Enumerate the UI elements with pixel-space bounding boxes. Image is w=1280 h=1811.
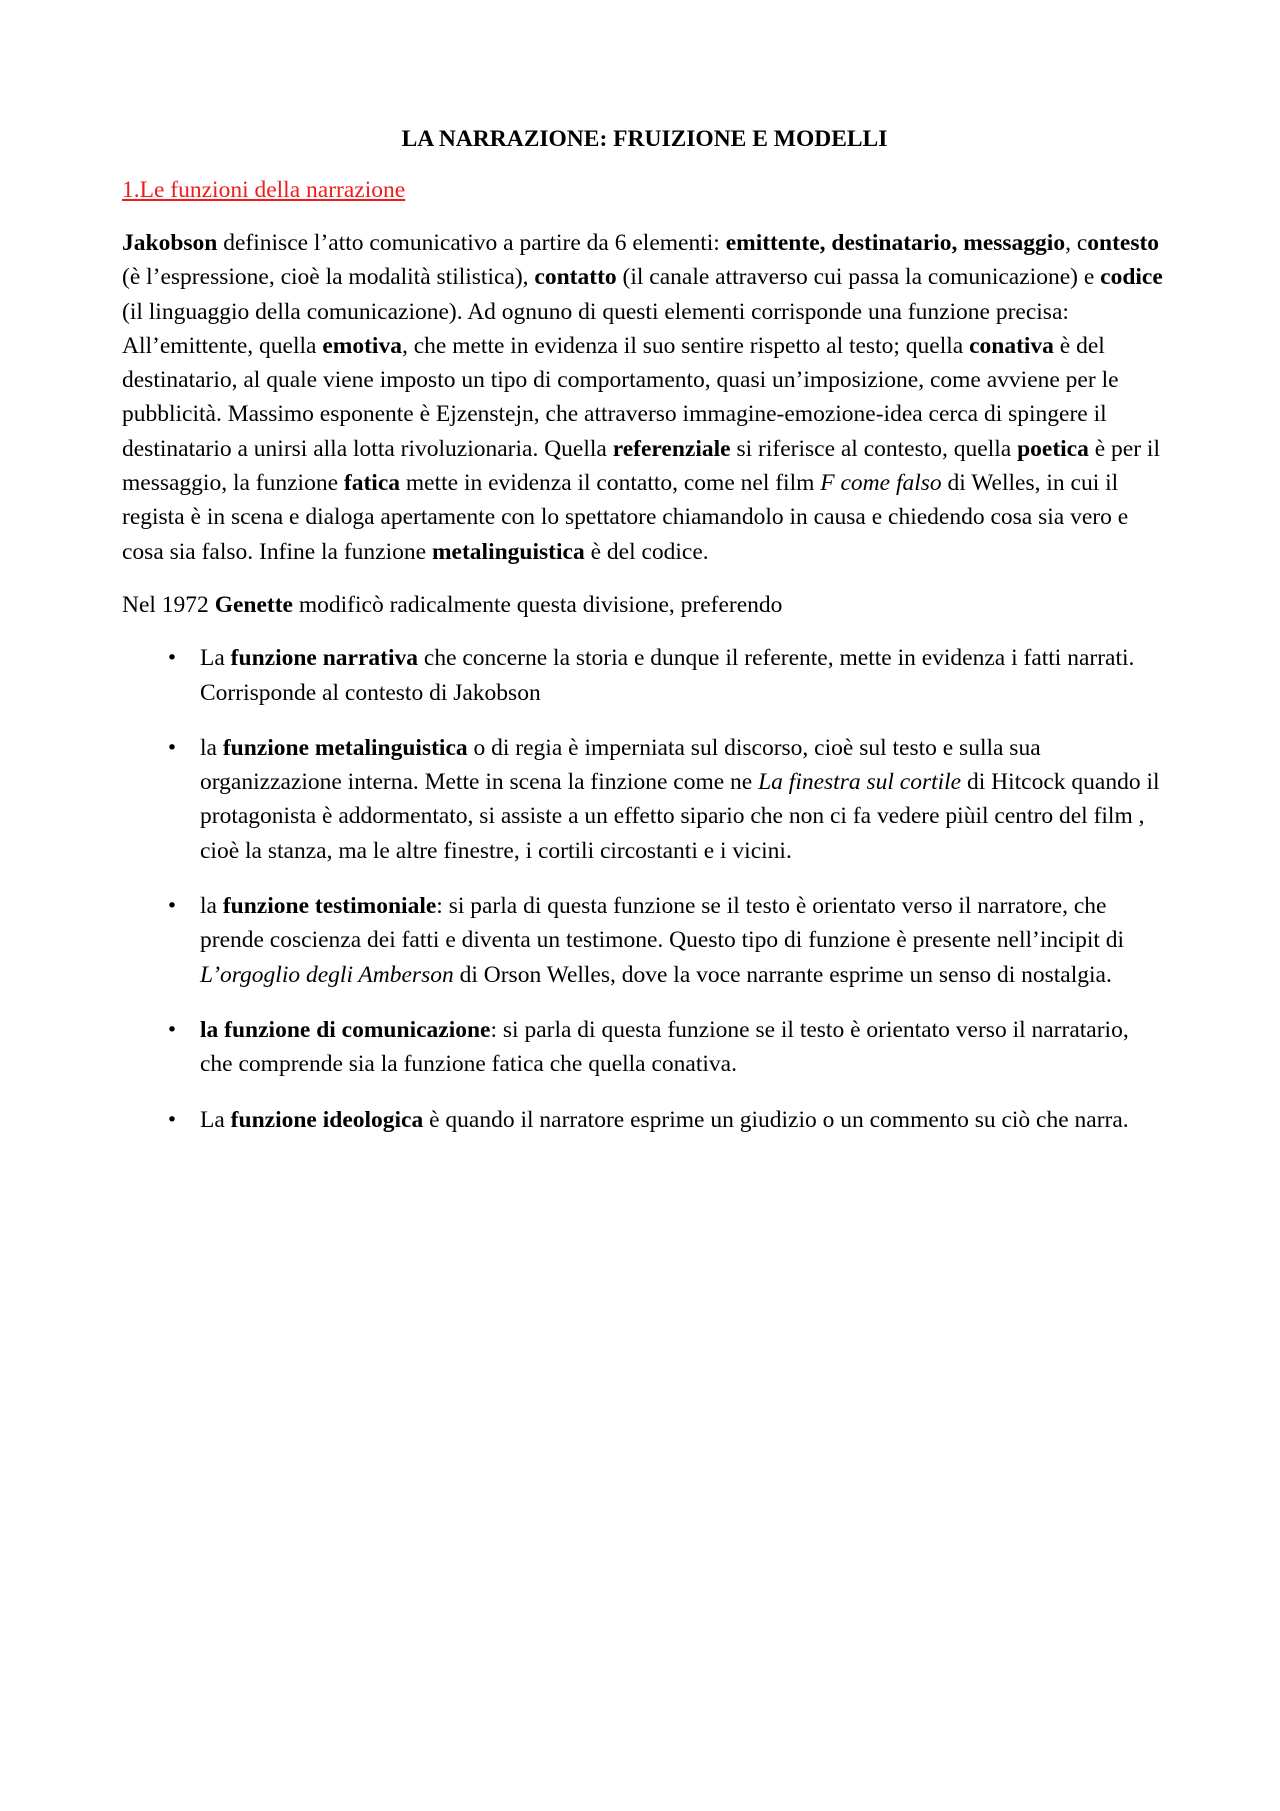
text-run: di Welles, in cui il regista è in scena e dialoga apertamente con lo spettatore chiamandolo in causa e chiedendo cosa sia vero e cosa sia falso. Infine la funzione	[122, 470, 1129, 565]
text-run: mette in evidenza il contatto, come nel film	[400, 470, 821, 497]
text-run: (il linguaggio della comunicazione). Ad ognuno di questi elementi corrisponde una funzione precisa: All’emittente, quella	[122, 298, 1069, 359]
term-referenziale: referenziale	[612, 435, 731, 462]
list-item-funzione-di-comunicazione	[122, 1013, 1167, 1082]
text-run: è del codice.	[584, 538, 709, 565]
functions-list	[122, 641, 1167, 1137]
list-item-funzione-narrativa	[122, 641, 1167, 710]
text-run: : si parla di questa funzione se il testo è orientato verso il narratario, che comprende sia la funzione fatica che quella conativa.	[200, 1016, 1129, 1078]
term-contesto: ontesto	[1087, 230, 1160, 256]
term-poetica: poetica	[1017, 435, 1089, 462]
text-run: modificò radicalmente questa divisione, preferendo	[292, 591, 783, 618]
text-run: o di regia è imperniata sul discorso, cioè sul testo e sulla sua organizzazione interna. Mette in scena la finzione come ne	[200, 734, 1041, 796]
document-title: LA NARRAZIONE: FRUIZIONE E MODELLI	[401, 126, 888, 152]
term-codice: codice	[1100, 264, 1163, 291]
term-genette: Genette	[214, 591, 293, 618]
term-emotiva: emotiva	[322, 332, 402, 359]
term-funzione-testimoniale: funzione testimoniale	[222, 893, 437, 920]
term-messaggio: messaggio	[963, 230, 1066, 256]
bullet-icon: •	[166, 895, 178, 918]
text-run: Nel 1972	[122, 591, 215, 618]
text-run: (il canale attraverso cui passa la comunicazione) e	[616, 264, 1101, 291]
bullet-icon: •	[166, 1018, 178, 1041]
text-run: si riferisce al contesto, quella	[730, 435, 1018, 462]
text-run: è per il messaggio, la funzione	[122, 435, 1160, 497]
term-funzione-ideologica: funzione ideologica	[230, 1106, 424, 1133]
section-heading: 1.Le funzioni della narrazione	[122, 177, 406, 203]
text-run: La	[200, 1106, 231, 1133]
list-item-funzione-metalinguistica	[122, 731, 1167, 868]
text-run: , che mette in evidenza il suo sentire rispetto al testo; quella	[401, 332, 970, 359]
film-title-f-come-falso: F come falso	[820, 470, 942, 497]
document-body	[122, 122, 1167, 1158]
text-run: definisce l’atto comunicativo a partire da 6 elementi:	[217, 230, 726, 256]
term-contatto: contatto	[534, 264, 617, 291]
film-title-orgoglio-degli-amberson: L’orgoglio degli Amberson	[200, 961, 454, 988]
text-run: che concerne la storia e dunque il referente, mette in evidenza i fatti narrati. Corrisponde al contesto di Jakobson	[200, 645, 1135, 706]
term-funzione-di-comunicazione: la funzione di comunicazione	[200, 1016, 491, 1043]
term-conativa: conativa	[969, 332, 1054, 359]
paragraph-jakobson	[122, 226, 1167, 569]
term-emittente-destinatario: emittente, destinatario,	[725, 230, 958, 256]
term-funzione-metalinguistica: funzione metalinguistica	[222, 734, 468, 761]
text-run: è quando il narratore esprime un giudizio o un commento su ciò che narra.	[423, 1106, 1129, 1133]
text-run: di Hitcock quando il protagonista è addormentato, si assiste a un effetto sipario che non ci fa vedere piùil centro del film , cioè la stanza, ma le altre finestre, i cortili circostanti e i vicini.	[200, 769, 1160, 864]
term-jakobson: Jakobson	[122, 230, 218, 256]
text-run: (è l’espressione, cioè la modalità stilistica),	[122, 264, 535, 291]
text-run: la	[200, 734, 223, 761]
text-run: di Orson Welles, dove la voce narrante esprime un senso di nostalgia.	[453, 961, 1112, 988]
film-title-la-finestra-sul-cortile: La finestra sul cortile	[758, 769, 962, 796]
list-item-funzione-testimoniale	[122, 889, 1167, 992]
text-run: la	[200, 893, 223, 920]
text-run: La	[200, 645, 231, 672]
term-funzione-narrativa: funzione narrativa	[230, 645, 419, 672]
bullet-icon: •	[166, 736, 178, 759]
text-run: , c	[1065, 230, 1088, 256]
text-run: : si parla di questa funzione se il testo è orientato verso il narratore, che prende coscienza dei fatti e diventa un testimone. Questo tipo di funzione è presente nell’incipit di	[200, 893, 1125, 954]
bullet-icon: •	[166, 1108, 178, 1131]
bullet-icon: •	[166, 647, 178, 670]
term-metalinguistica: metalinguistica	[431, 538, 585, 565]
list-item-funzione-ideologica	[122, 1103, 1167, 1137]
paragraph-genette	[122, 588, 1167, 622]
term-fatica: fatica	[343, 470, 401, 497]
text-run: è del destinatario, al quale viene imposto un tipo di comportamento, quasi un’imposizione, come avviene per le pubblicità. Massimo esponente è Ejzenstejn, che attraverso immagine-emozione-idea cerca di spingere il destinatario a unirsi alla lotta rivoluzionaria. Quella	[122, 332, 1119, 462]
